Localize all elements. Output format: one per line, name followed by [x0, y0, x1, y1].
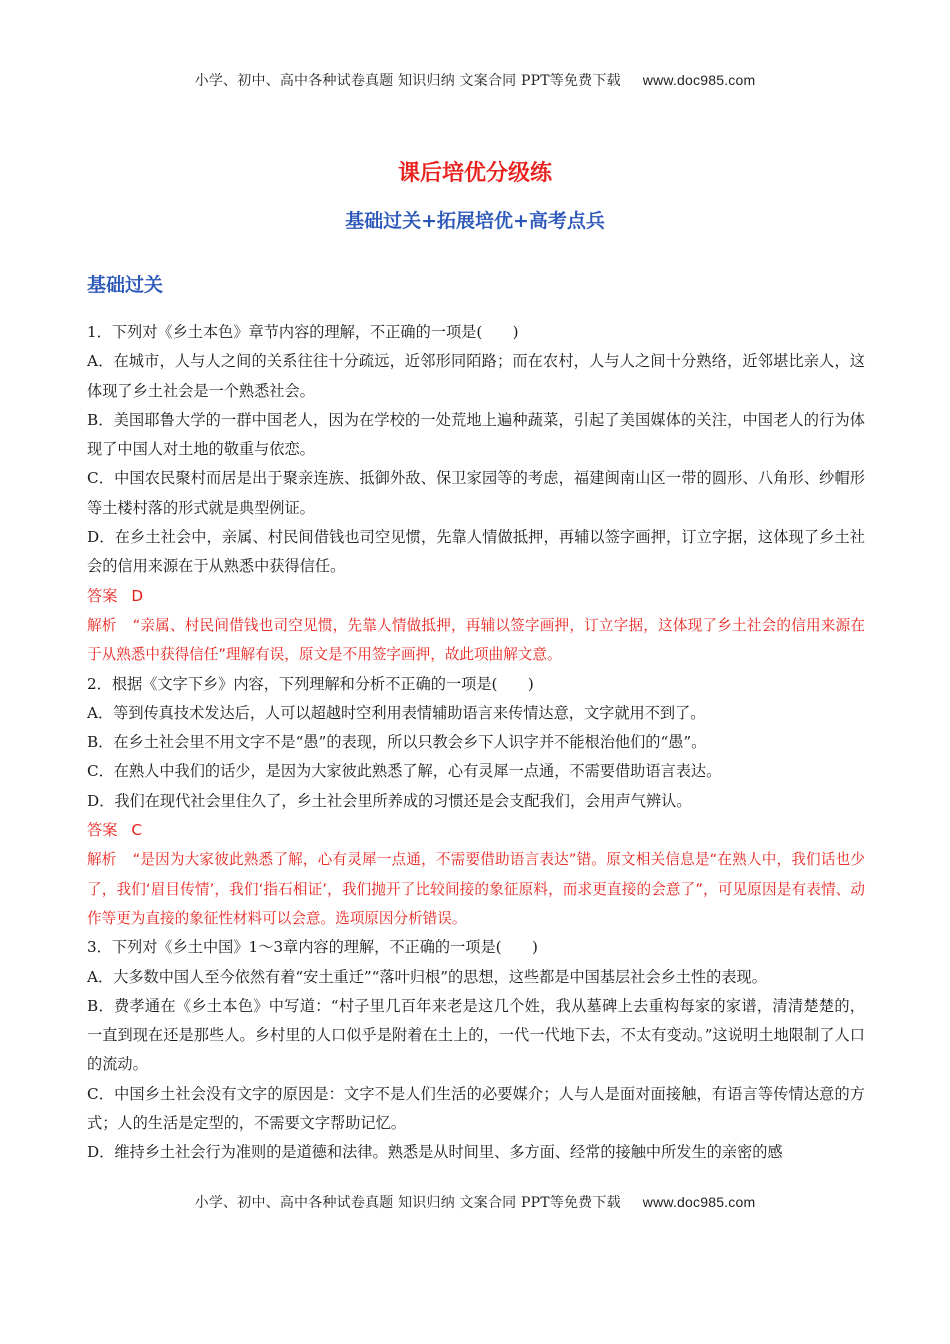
header-url[interactable]: www.doc985.com	[642, 72, 756, 88]
answer-value: C	[131, 821, 142, 840]
page-subtitle: 基础过关+拓展培优+高考点兵	[345, 210, 605, 232]
option-a: A．等到传真技术发达后，人可以超越时空利用表情辅助语言来传情达意，文字就用不到了。	[87, 703, 706, 722]
explanation-text: “是因为大家彼此熟悉了解，心有灵犀一点通，不需要借助语言表达”错。原文相关信息是“在熟人中，我们话也少了，我们‘眉目传情’，我们‘指石相证’，我们抛开了比较间接的象征原料，而求更直接的会意了”，可见原因是有表情、动作等更为直接的象征性材料可以会意。选项原因分析错误。	[87, 851, 865, 927]
footer-text: 小学、初中、高中各种试卷真题 知识归纳 文案合同 PPT等免费下载	[194, 1195, 621, 1211]
page-title: 课后培优分级练	[397, 161, 552, 186]
question-list	[87, 318, 865, 1168]
option-a: A．大多数中国人至今依然有着“安土重迁”“落叶归根”的思想，这些都是中国基层社会乡土性的表现。	[87, 967, 767, 986]
page-header	[0, 70, 950, 90]
option-a: A．在城市，人与人之间的关系往往十分疏远，近邻形同陌路；而在农村，人与人之间十分熟络，近邻堪比亲人，这体现了乡土社会是一个熟悉社会。	[87, 352, 865, 400]
question-stem: 2．根据《文字下乡》内容，下列理解和分析不正确的一项是( )	[87, 674, 534, 693]
page-footer	[0, 1192, 950, 1212]
option-b: B．在乡土社会里不用文字不是“愚”的表现，所以只教会乡下人识字并不能根治他们的“愚”。	[87, 733, 707, 752]
answer-line	[87, 582, 865, 611]
answer-label: 答案	[87, 586, 118, 605]
answer-value: D	[131, 586, 144, 605]
footer-url[interactable]: www.doc985.com	[642, 1194, 756, 1210]
answer-line	[87, 816, 865, 845]
option-d: D．在乡土社会中，亲属、村民间借钱也司空见惯，先靠人情做抵押，再辅以签字画押，订立字据，这体现了乡土社会的信用来源在于从熟悉中获得信任。	[87, 528, 865, 576]
header-text: 小学、初中、高中各种试卷真题 知识归纳 文案合同 PPT等免费下载	[194, 73, 621, 89]
option-c: C．中国乡土社会没有文字的原因是：文字不是人们生活的必要媒介；人与人是面对面接触，有语言等传情达意的方式；人的生活是定型的，不需要文字帮助记忆。	[87, 1084, 865, 1133]
option-b: B．费孝通在《乡土本色》中写道：“村子里几百年来老是这几个姓，我从墓碑上去重构每家的家谱，清清楚楚的，一直到现在还是那些人。乡村里的人口似乎是附着在土上的，一代一代地下去，不太有变动。”这说明土地限制了人口的流动。	[87, 996, 865, 1074]
explanation-text: “亲属、村民间借钱也司空见惯，先靠人情做抵押，再辅以签字画押，订立字据，这体现了乡土社会的信用来源在于从熟悉中获得信任”理解有误，原文是不用签字画押，故此项曲解文意。	[87, 616, 865, 664]
answer-label: 答案	[87, 821, 118, 840]
option-d: D．维持乡土社会行为准则的是道德和法律。熟悉是从时间里、多方面、经常的接触中所发生的亲密的感	[87, 1143, 783, 1162]
option-c: C．中国农民聚村而居是出于聚亲连族、抵御外敌、保卫家园等的考虑，福建闽南山区一带的圆形、八角形、纱帽形等土楼村落的形式就是典型例证。	[87, 469, 865, 517]
question-stem: 3．下列对《乡土中国》1～3章内容的理解，不正确的一项是( )	[87, 938, 538, 957]
explanation-label: 解析	[87, 616, 117, 634]
explanation	[87, 611, 865, 670]
section-heading: 基础过关	[87, 274, 164, 296]
question-stem: 1．下列对《乡土本色》章节内容的理解，不正确的一项是( )	[87, 323, 519, 341]
option-b: B．美国耶鲁大学的一群中国老人，因为在学校的一处荒地上遍种蔬菜，引起了美国媒体的关注，中国老人的行为体现了中国人对土地的敬重与依恋。	[87, 410, 865, 459]
option-c: C．在熟人中我们的话少，是因为大家彼此熟悉了解，心有灵犀一点通，不需要借助语言表达。	[87, 762, 722, 781]
explanation-label: 解析	[87, 851, 117, 869]
option-d: D．我们在现代社会里住久了，乡土社会里所养成的习惯还是会支配我们，会用声气辨认。	[87, 791, 692, 810]
explanation	[87, 845, 865, 933]
